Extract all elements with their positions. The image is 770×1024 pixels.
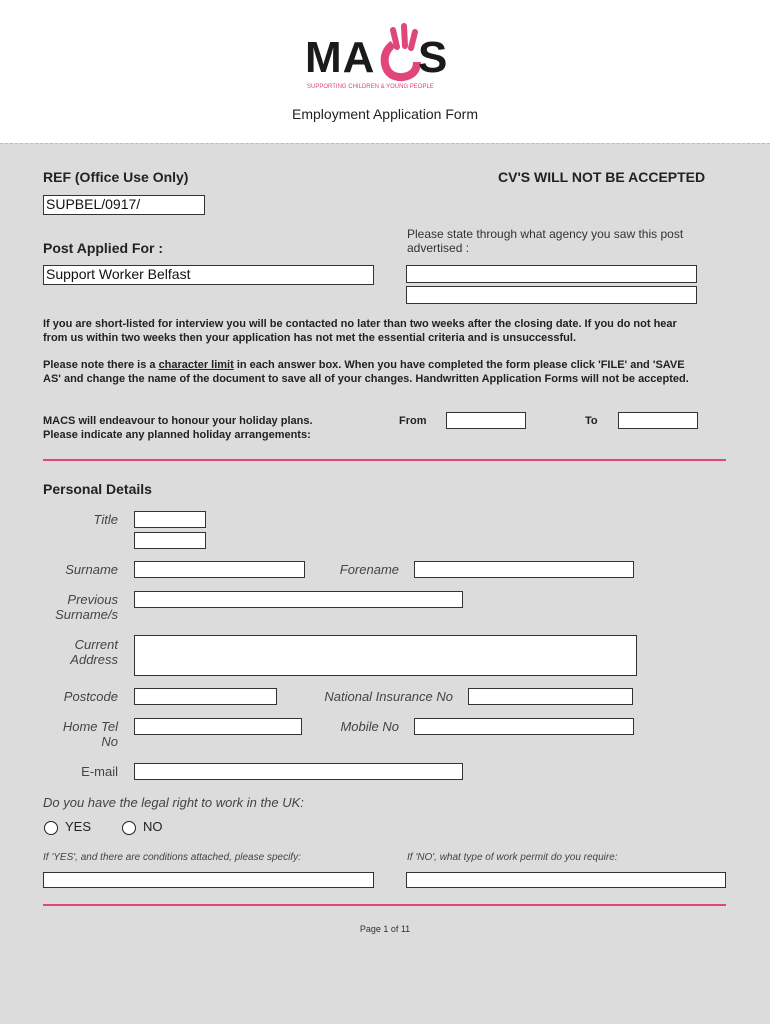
yes-radio[interactable]: [44, 821, 58, 835]
national-insurance-field[interactable]: [468, 688, 633, 705]
mobile-field[interactable]: [414, 718, 634, 735]
postcode-label: Postcode: [63, 689, 118, 704]
svg-text:SUPPORTING CHILDREN & YOUNG PE: SUPPORTING CHILDREN & YOUNG PEOPLE: [307, 84, 434, 90]
macs-logo: [305, 22, 465, 92]
home-tel-label: Home Tel No: [62, 719, 118, 749]
current-address-field[interactable]: [134, 635, 637, 676]
footer-divider: [43, 904, 726, 906]
header-divider: [0, 143, 770, 144]
ref-field[interactable]: SUPBEL/0917/: [43, 195, 205, 215]
surname-field[interactable]: [134, 561, 305, 578]
forename-field[interactable]: [414, 561, 634, 578]
previous-surname-field[interactable]: [134, 591, 463, 608]
yes-conditions-prompt: If 'YES', and there are conditions attached, please specify:: [43, 852, 301, 863]
current-address-label: Current Address: [70, 637, 118, 667]
holiday-note-1: MACS will endeavour to honour your holiday plans.: [43, 415, 313, 427]
no-label: NO: [143, 819, 163, 834]
holiday-from-field[interactable]: [446, 412, 526, 429]
holiday-to-field[interactable]: [618, 412, 698, 429]
page-number: Page 1 of 11: [359, 924, 411, 934]
ref-label: REF (Office Use Only): [43, 169, 189, 185]
no-radio[interactable]: [122, 821, 136, 835]
holiday-note-2: Please indicate any planned holiday arrangements:: [43, 429, 311, 441]
title-field-2[interactable]: [134, 532, 206, 549]
national-insurance-label: National Insurance No: [324, 689, 453, 704]
post-applied-label: Post Applied For :: [43, 240, 164, 256]
yes-conditions-field[interactable]: [43, 872, 374, 888]
post-applied-field[interactable]: Support Worker Belfast: [43, 265, 374, 285]
svg-text:MA: MA: [305, 33, 376, 82]
holiday-from-label: From: [399, 415, 427, 427]
previous-surname-label: Previous Surname/s: [55, 592, 118, 622]
email-field[interactable]: [134, 763, 463, 780]
home-tel-field[interactable]: [134, 718, 302, 735]
form-title: Employment Application Form: [292, 106, 478, 122]
holiday-to-label: To: [585, 415, 598, 427]
character-limit-note: Please note there is a character limit in each answer box. When you have completed the form please click 'FILE' and 'SAVE AS' and change the name of the document to save all of your changes. Handwritten Application Forms will not be accepted.: [43, 359, 689, 385]
character-limit-link: character limit: [158, 359, 234, 371]
mobile-label: Mobile No: [340, 719, 399, 734]
email-label: E-mail: [81, 764, 118, 779]
svg-text:S: S: [418, 33, 448, 82]
surname-label: Surname: [65, 562, 118, 577]
agency-prompt: Please state through what agency you saw this post advertised :: [407, 227, 684, 255]
title-label: Title: [93, 512, 118, 527]
cv-notice: CV'S WILL NOT BE ACCEPTED: [498, 169, 706, 185]
yes-label: YES: [65, 819, 92, 834]
personal-details-heading: Personal Details: [43, 481, 152, 497]
postcode-field[interactable]: [134, 688, 277, 705]
shortlist-note: If you are short-listed for interview you will be contacted no later than two weeks after the closing date. If you do not hear from us within two weeks then your application has not met the essential criteria and is unsuccessful.: [43, 318, 677, 344]
section-divider: [43, 459, 726, 461]
work-right-question: Do you have the legal right to work in the UK:: [43, 795, 304, 810]
agency-field-2[interactable]: [406, 286, 697, 304]
no-permit-field[interactable]: [406, 872, 726, 888]
page-header: [0, 0, 770, 143]
agency-field-1[interactable]: [406, 265, 697, 283]
title-field[interactable]: [134, 511, 206, 528]
no-permit-prompt: If 'NO', what type of work permit do you require:: [407, 852, 618, 863]
forename-label: Forename: [339, 562, 399, 577]
